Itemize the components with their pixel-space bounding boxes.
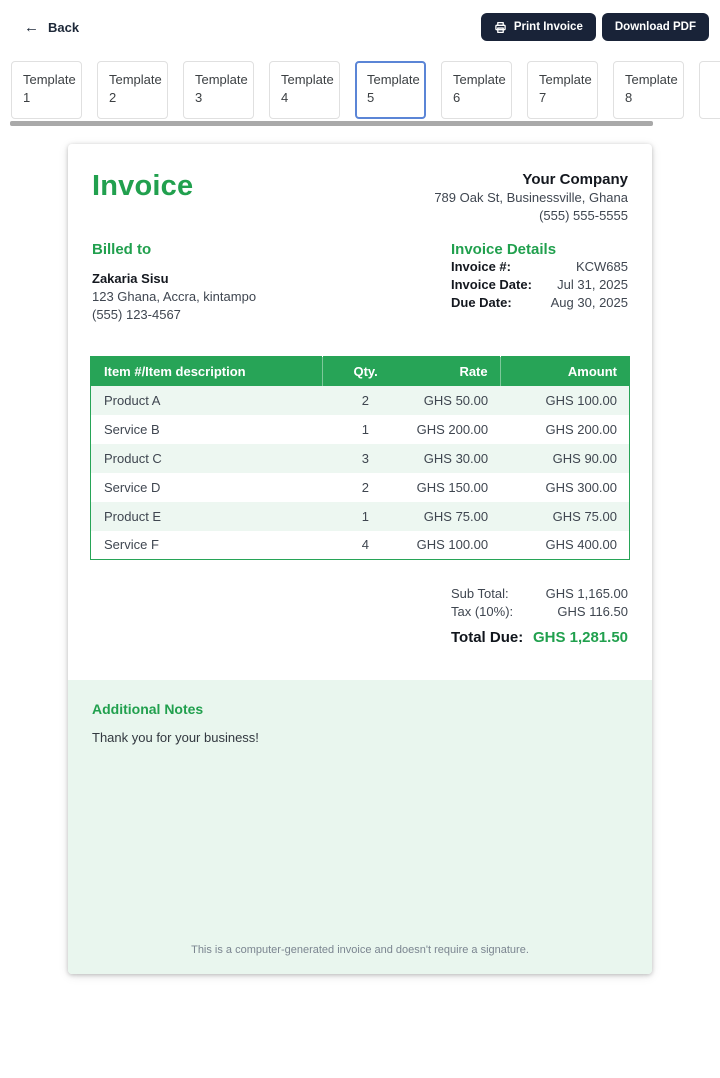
table-row bbox=[91, 531, 630, 560]
billed-to-address: 123 Ghana, Accra, kintampo bbox=[92, 289, 257, 304]
template-tab-3[interactable] bbox=[183, 61, 254, 119]
company-phone: (555) 555-5555 bbox=[539, 208, 628, 223]
item-description: Product E bbox=[104, 508, 162, 524]
total-due-value: GHS 1,281.50 bbox=[532, 629, 628, 646]
subtotal-row bbox=[451, 585, 628, 603]
detail-value: Aug 30, 2025 bbox=[550, 295, 628, 310]
template-tabs-strip bbox=[0, 61, 720, 126]
header-rate: Rate bbox=[409, 357, 501, 386]
template-tab-label: Template bbox=[109, 72, 162, 87]
topbar bbox=[0, 0, 720, 54]
tax-value: GHS 116.50 bbox=[557, 604, 628, 619]
template-tab-label: Template bbox=[539, 72, 592, 87]
item-description: Product C bbox=[104, 450, 162, 466]
detail-row bbox=[451, 294, 628, 312]
print-invoice-label: Print Invoice bbox=[513, 21, 583, 33]
item-rate: GHS 50.00 bbox=[423, 392, 489, 408]
item-amount: GHS 400.00 bbox=[545, 537, 617, 553]
item-rate: GHS 200.00 bbox=[416, 421, 489, 437]
item-qty: 1 bbox=[361, 421, 369, 437]
detail-value: KCW685 bbox=[575, 259, 628, 274]
item-amount: GHS 300.00 bbox=[545, 479, 617, 495]
detail-label: Due Date: bbox=[451, 295, 512, 310]
template-tab-number: 7 bbox=[539, 90, 547, 105]
item-amount: GHS 200.00 bbox=[545, 421, 617, 437]
tax-label: Tax (10%): bbox=[451, 604, 514, 619]
template-tab-number: 4 bbox=[281, 90, 289, 105]
totals-block bbox=[451, 585, 628, 646]
table-row bbox=[91, 386, 630, 415]
header-qty: Qty. bbox=[322, 357, 408, 386]
table-row bbox=[91, 473, 630, 502]
item-qty: 4 bbox=[361, 537, 369, 553]
billed-to-heading: Billed to bbox=[92, 241, 152, 258]
notes-heading: Additional Notes bbox=[92, 701, 204, 717]
invoice-card bbox=[68, 144, 652, 974]
template-tab-label: Template bbox=[367, 72, 420, 87]
total-due-label: Total Due: bbox=[451, 629, 524, 646]
total-due-row bbox=[451, 629, 628, 646]
template-tab-5-selected[interactable] bbox=[355, 61, 426, 119]
back-button[interactable] bbox=[24, 20, 79, 35]
template-tab-label: Template bbox=[453, 72, 506, 87]
back-label: Back bbox=[48, 19, 80, 35]
item-description: Service F bbox=[104, 537, 159, 553]
items-table-header bbox=[91, 357, 630, 386]
item-amount: GHS 75.00 bbox=[552, 508, 617, 524]
subtotal-value: GHS 1,165.00 bbox=[545, 586, 628, 601]
item-rate: GHS 100.00 bbox=[416, 537, 489, 553]
tax-row bbox=[451, 603, 628, 621]
detail-label: Invoice Date: bbox=[451, 277, 532, 292]
invoice-header bbox=[68, 144, 652, 225]
template-tab-label: Template bbox=[195, 72, 248, 87]
header-amount: Amount bbox=[500, 357, 629, 386]
item-qty: 2 bbox=[361, 392, 369, 408]
billed-to-phone: (555) 123-4567 bbox=[92, 307, 181, 322]
footer-note: This is a computer-generated invoice and doesn't require a signature. bbox=[191, 944, 529, 956]
template-tab-partial[interactable] bbox=[699, 61, 720, 119]
additional-notes-section bbox=[68, 680, 652, 974]
tabs-horizontal-scrollbar-thumb[interactable] bbox=[10, 121, 653, 126]
template-tab-number: 5 bbox=[367, 90, 375, 105]
item-amount: GHS 100.00 bbox=[545, 392, 617, 408]
invoice-title: Invoice bbox=[92, 170, 194, 202]
template-tab-number: 2 bbox=[109, 90, 117, 105]
table-row bbox=[91, 502, 630, 531]
back-arrow-icon: ← bbox=[24, 18, 39, 36]
header-item-description: Item #/Item description bbox=[91, 357, 323, 386]
template-tab-label: Template bbox=[281, 72, 334, 87]
item-rate: GHS 150.00 bbox=[416, 479, 489, 495]
download-pdf-label: Download PDF bbox=[614, 21, 696, 33]
item-description: Product A bbox=[104, 392, 161, 408]
template-tab-7[interactable] bbox=[527, 61, 598, 119]
invoice-details-heading: Invoice Details bbox=[451, 241, 557, 258]
template-tab-4[interactable] bbox=[269, 61, 340, 119]
printer-icon bbox=[494, 21, 507, 34]
print-invoice-button[interactable] bbox=[481, 13, 596, 41]
template-tab-8[interactable] bbox=[613, 61, 684, 119]
detail-row bbox=[451, 276, 628, 294]
download-pdf-button[interactable] bbox=[602, 13, 709, 41]
items-table bbox=[90, 356, 630, 560]
detail-row bbox=[451, 258, 628, 276]
company-block bbox=[434, 170, 628, 225]
template-tabs bbox=[0, 61, 720, 119]
template-tab-number: 6 bbox=[453, 90, 461, 105]
item-qty: 3 bbox=[361, 450, 369, 466]
item-description: Service D bbox=[104, 479, 161, 495]
company-name: Your Company bbox=[522, 171, 628, 188]
template-tab-2[interactable] bbox=[97, 61, 168, 119]
table-row bbox=[91, 444, 630, 473]
detail-value: Jul 31, 2025 bbox=[557, 277, 628, 292]
item-qty: 1 bbox=[361, 508, 369, 524]
company-address: 789 Oak St, Businessville, Ghana bbox=[434, 190, 628, 205]
item-description: Service B bbox=[104, 421, 160, 437]
template-tab-6[interactable] bbox=[441, 61, 512, 119]
invoice-details-block bbox=[451, 241, 628, 324]
item-qty: 2 bbox=[361, 479, 369, 495]
billed-to-block bbox=[92, 241, 256, 324]
item-rate: GHS 75.00 bbox=[423, 508, 489, 524]
item-amount: GHS 90.00 bbox=[552, 450, 617, 466]
template-tab-1[interactable] bbox=[11, 61, 82, 119]
billed-to-name: Zakaria Sisu bbox=[92, 271, 169, 286]
template-tab-number: 3 bbox=[195, 90, 203, 105]
detail-label: Invoice #: bbox=[451, 259, 511, 274]
template-tab-number: 8 bbox=[625, 90, 633, 105]
item-rate: GHS 30.00 bbox=[423, 450, 489, 466]
parties-section bbox=[68, 241, 652, 324]
topbar-actions bbox=[481, 13, 709, 41]
template-tab-label: Template bbox=[625, 72, 678, 87]
notes-body: Thank you for your business! bbox=[92, 730, 259, 745]
template-tab-number: 1 bbox=[23, 90, 31, 105]
template-tab-label: Template bbox=[23, 72, 76, 87]
subtotal-label: Sub Total: bbox=[451, 586, 509, 601]
table-row bbox=[91, 415, 630, 444]
